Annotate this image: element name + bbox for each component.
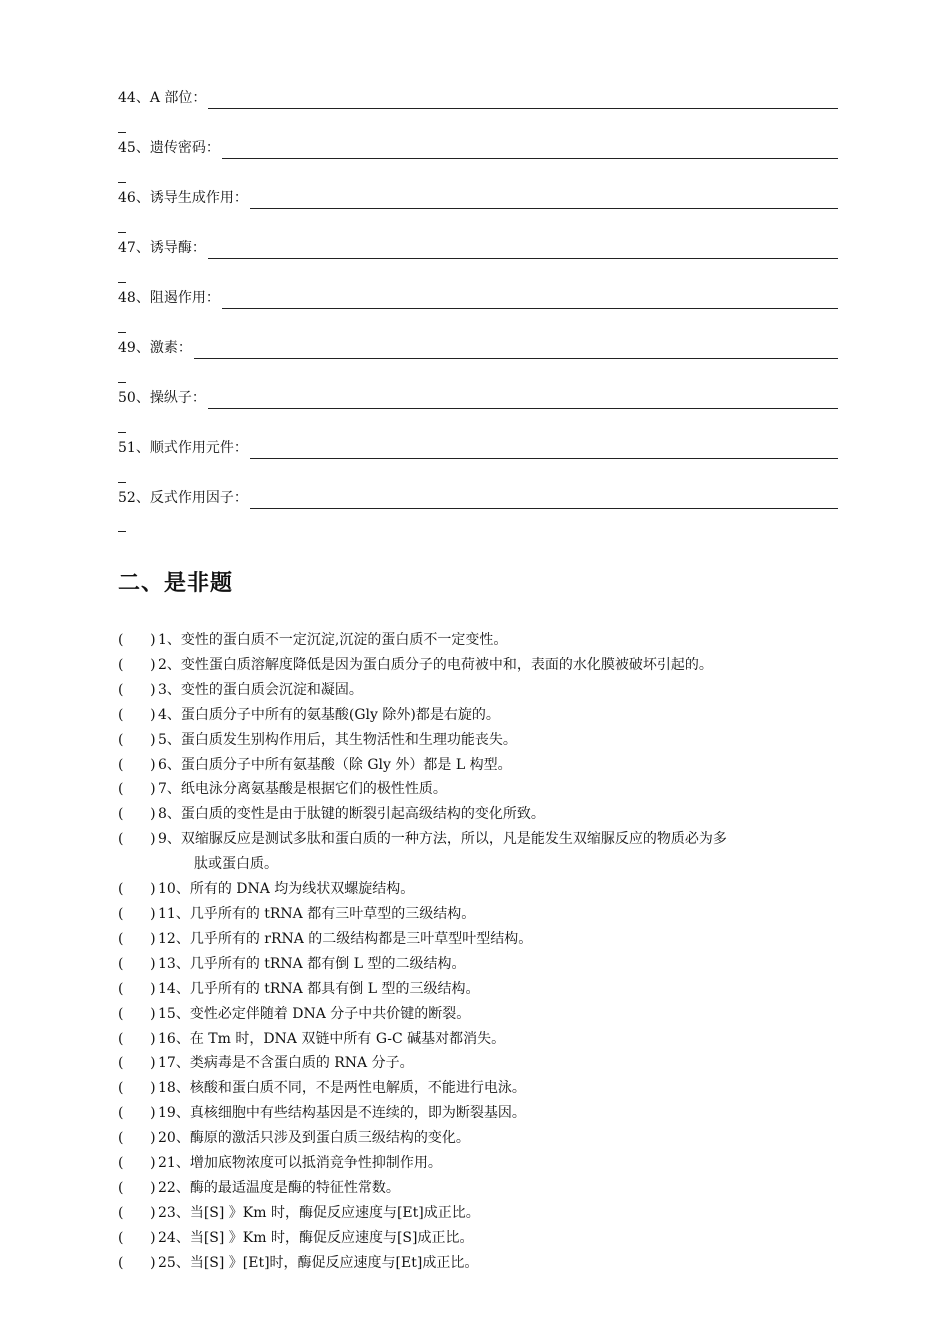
definition-term: 46、诱导生成作用： <box>118 190 248 206</box>
definition-term: 49、激素： <box>118 340 192 356</box>
answer-parentheses[interactable]: ( ) <box>118 706 156 723</box>
answer-blank[interactable] <box>208 240 838 259</box>
true-false-item <box>118 977 840 1002</box>
statement-text-line: 9、双缩脲反应是测试多肽和蛋白质的一种方法，所以，凡是能发生双缩脲反应的物质必为多 <box>158 831 727 848</box>
definition-term: 47、诱导酶： <box>118 240 206 256</box>
answer-parentheses[interactable]: ( ) <box>118 1229 156 1246</box>
true-false-item <box>118 753 840 778</box>
answer-blank[interactable] <box>250 440 838 459</box>
answer-blank[interactable] <box>222 140 838 159</box>
definition-term: 45、遗传密码： <box>118 140 220 156</box>
statement-text: 5、蛋白质发生别构作用后，其生物活性和生理功能丧失。 <box>158 731 517 748</box>
true-false-item <box>118 777 840 802</box>
answer-parentheses[interactable]: ( ) <box>118 756 156 773</box>
true-false-item <box>118 927 840 952</box>
true-false-item <box>118 1126 840 1151</box>
statement-text: 16、在 Tm 时，DNA 双链中所有 G-C 碱基对都消失。 <box>158 1030 506 1047</box>
statement-text: 17、类病毒是不含蛋白质的 RNA 分子。 <box>158 1055 414 1072</box>
statement-text: 15、变性必定伴随着 DNA 分子中共价键的断裂。 <box>158 1005 471 1022</box>
definition-term: 52、反式作用因子： <box>118 490 248 506</box>
answer-parentheses[interactable]: ( ) <box>118 731 156 748</box>
true-false-list <box>118 628 840 1276</box>
statement-text: 14、几乎所有的 tRNA 都具有倒 L 型的三级结构。 <box>158 980 480 997</box>
definition-item <box>118 237 838 259</box>
answer-parentheses[interactable]: ( ) <box>118 681 156 698</box>
true-false-item <box>118 877 840 902</box>
true-false-item <box>118 1002 840 1027</box>
definition-item <box>118 87 838 109</box>
statement-text: 19、真核细胞中有些结构基因是不连续的，即为断裂基因。 <box>158 1105 526 1122</box>
definition-item <box>118 187 838 209</box>
statement-text: 3、变性的蛋白质会沉淀和凝固。 <box>158 681 363 698</box>
answer-parentheses[interactable]: ( ) <box>118 1155 156 1172</box>
answer-parentheses[interactable]: ( ) <box>118 806 156 823</box>
blank-tail <box>118 232 126 233</box>
statement-text: 21、增加底物浓度可以抵消竞争性抑制作用。 <box>158 1155 442 1172</box>
answer-parentheses[interactable]: ( ) <box>118 930 156 947</box>
true-false-item <box>118 1101 840 1126</box>
true-false-item <box>118 703 840 728</box>
statement-text: 18、核酸和蛋白质不同，不是两性电解质，不能进行电泳。 <box>158 1080 526 1097</box>
true-false-item <box>118 902 840 927</box>
answer-parentheses[interactable]: ( ) <box>118 955 156 972</box>
answer-parentheses[interactable]: ( ) <box>118 1055 156 1072</box>
true-false-item <box>118 1027 840 1052</box>
statement-text: 24、当[S] 》Km 时，酶促反应速度与[S]成正比。 <box>158 1229 474 1246</box>
answer-parentheses[interactable]: ( ) <box>118 905 156 922</box>
statement-text: 7、纸电泳分离氨基酸是根据它们的极性性质。 <box>158 781 447 798</box>
answer-blank[interactable] <box>208 90 838 109</box>
answer-parentheses[interactable]: ( ) <box>118 831 156 848</box>
blank-tail <box>118 132 126 133</box>
statement-text: 6、蛋白质分子中所有氨基酸（除 Gly 外）都是 L 构型。 <box>158 756 512 773</box>
blank-tail <box>118 332 126 333</box>
statement-text: 4、蛋白质分子中所有的氨基酸(Gly 除外)都是右旋的。 <box>158 706 500 723</box>
blank-tail <box>118 482 126 483</box>
answer-parentheses[interactable]: ( ) <box>118 1179 156 1196</box>
answer-blank[interactable] <box>250 490 838 509</box>
definition-item <box>118 387 838 409</box>
blank-tail <box>118 182 126 183</box>
answer-parentheses[interactable]: ( ) <box>118 1254 156 1271</box>
definition-term: 50、操纵子： <box>118 390 206 406</box>
definition-item <box>118 437 838 459</box>
answer-parentheses[interactable]: ( ) <box>118 1005 156 1022</box>
true-false-item <box>118 952 840 977</box>
definition-term: 51、顺式作用元件： <box>118 440 248 456</box>
true-false-item <box>118 653 840 678</box>
statement-text: 22、酶的最适温度是酶的特征性常数。 <box>158 1179 400 1196</box>
definition-item <box>118 487 838 509</box>
answer-blank[interactable] <box>208 390 838 409</box>
answer-parentheses[interactable]: ( ) <box>118 1080 156 1097</box>
true-false-item <box>118 1176 840 1201</box>
answer-parentheses[interactable]: ( ) <box>118 656 156 673</box>
statement-text: 23、当[S] 》Km 时，酶促反应速度与[Et]成正比。 <box>158 1204 480 1221</box>
true-false-item <box>118 628 840 653</box>
statement-text: 12、几乎所有的 rRNA 的二级结构都是三叶草型叶型结构。 <box>158 930 533 947</box>
answer-parentheses[interactable]: ( ) <box>118 1204 156 1221</box>
statement-text: 11、几乎所有的 tRNA 都有三叶草型的三级结构。 <box>158 905 476 922</box>
answer-blank[interactable] <box>222 290 838 309</box>
section-title: 二、是非题 <box>118 571 234 596</box>
definition-term: 44、A 部位： <box>118 90 207 106</box>
answer-parentheses[interactable]: ( ) <box>118 632 156 648</box>
definition-item <box>118 287 838 309</box>
definition-item <box>118 137 838 159</box>
true-false-item <box>118 1251 840 1276</box>
true-false-item <box>118 827 840 877</box>
blank-tail <box>118 282 126 283</box>
definition-item <box>118 337 838 359</box>
statement-text: 1、变性的蛋白质不一定沉淀,沉淀的蛋白质不一定变性。 <box>158 632 508 648</box>
statement-text: 13、几乎所有的 tRNA 都有倒 L 型的二级结构。 <box>158 955 466 972</box>
true-false-item <box>118 1226 840 1251</box>
blank-tail <box>118 432 126 433</box>
answer-blank[interactable] <box>250 190 838 209</box>
definition-term: 48、阻遏作用： <box>118 290 220 306</box>
statement-text: 10、所有的 DNA 均为线状双螺旋结构。 <box>158 881 415 898</box>
statement-text: 20、酶原的激活只涉及到蛋白质三级结构的变化。 <box>158 1130 470 1147</box>
answer-parentheses[interactable]: ( ) <box>118 881 156 898</box>
answer-parentheses[interactable]: ( ) <box>118 1130 156 1147</box>
answer-parentheses[interactable]: ( ) <box>118 1105 156 1122</box>
statement-text: 2、变性蛋白质溶解度降低是因为蛋白质分子的电荷被中和，表面的水化膜被破坏引起的。 <box>158 656 713 673</box>
answer-parentheses[interactable]: ( ) <box>118 1030 156 1047</box>
answer-blank[interactable] <box>194 340 838 359</box>
true-false-item <box>118 1051 840 1076</box>
true-false-item <box>118 802 840 827</box>
true-false-item <box>118 1201 840 1226</box>
true-false-item <box>118 728 840 753</box>
blank-tail <box>118 382 126 383</box>
statement-text: 25、当[S] 》[Et]时，酶促反应速度与[Et]成正比。 <box>158 1254 479 1271</box>
true-false-item <box>118 678 840 703</box>
answer-parentheses[interactable]: ( ) <box>118 980 156 997</box>
statement-text <box>158 827 840 877</box>
statement-continuation: 肽或蛋白质。 <box>194 856 278 873</box>
answer-parentheses[interactable]: ( ) <box>118 781 156 798</box>
true-false-item <box>118 1151 840 1176</box>
true-false-item <box>118 1076 840 1101</box>
blank-tail <box>118 531 126 532</box>
statement-text: 8、蛋白质的变性是由于肽键的断裂引起高级结构的变化所致。 <box>158 806 545 823</box>
